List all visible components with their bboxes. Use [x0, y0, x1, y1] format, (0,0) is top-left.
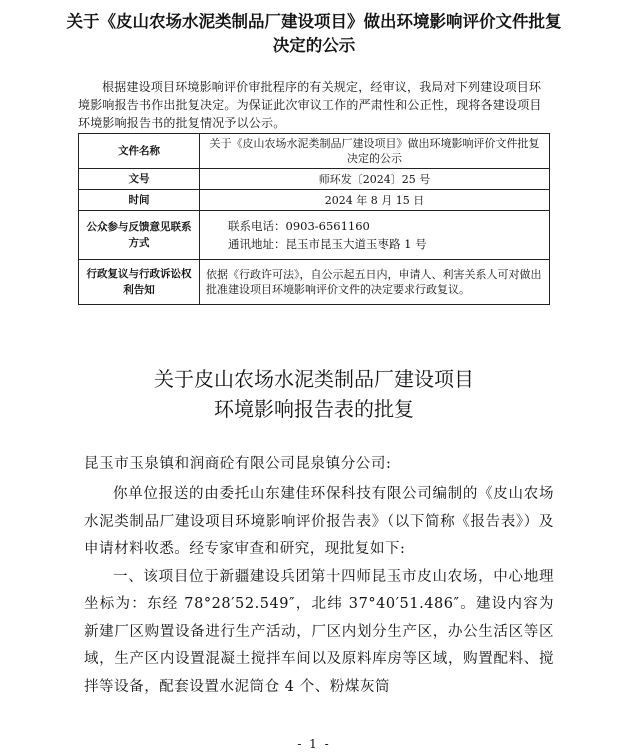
decision-title	[80, 364, 548, 424]
notice-title: 关于《皮山农场水泥类制品厂建设项目》做出环境影响评价文件批复决定的公示	[66, 12, 562, 55]
feedback-contact-value	[200, 211, 550, 260]
decision-paragraph-1: 你单位报送的由委托山东建佳环保科技有限公司编制的《皮山农场水泥类制品厂建设项目环境影响评价报告表》（以下简称《报告表》）及申请材料收悉。经专家审查和研究，现批复如下:	[84, 486, 554, 557]
file-name-label: 文件名称	[79, 134, 200, 169]
contact-phone: 联系电话：0903-6561160	[228, 219, 370, 233]
file-name-value: 关于《皮山农场水泥类制品厂建设项目》做出环境影响评价文件批复决定的公示	[200, 134, 550, 169]
date-value: 2024 年 8 月 15 日	[200, 190, 550, 211]
table-row	[79, 169, 550, 190]
approval-info-table	[78, 133, 550, 305]
contact-address: 通讯地址：昆玉市昆玉大道玉枣路 1 号	[228, 237, 427, 251]
decision-title-line2: 环境影响报告表的批复	[214, 397, 414, 421]
decision-title-line1: 关于皮山农场水泥类制品厂建设项目	[154, 367, 474, 391]
decision-body	[84, 481, 554, 701]
decision-paragraph-2: 一、该项目位于新疆建设兵团第十四师昆玉市皮山农场，中心地理坐标为：东经 78°28′52.549″，北纬 37°40′51.486″。建设内容为新建厂区购置设备进行生产活动，厂区内划分生产区，办公生活区等区域，生产区内设置混凝土搅拌车间以及原料库房等区域，购置配料、搅拌等设备，配套设置水泥筒仓 4 个、粉煤灰筒	[84, 568, 554, 695]
doc-no-label: 文号	[79, 169, 200, 190]
table-row	[79, 260, 550, 305]
doc-no-value: 师环发〔2024〕25 号	[200, 169, 550, 190]
table-row	[79, 134, 550, 169]
table-row	[79, 190, 550, 211]
rights-notice-label: 行政复议与行政诉讼权利告知	[79, 260, 200, 305]
feedback-contact-label: 公众参与反馈意见联系方式	[79, 211, 200, 260]
page-number: - 1 -	[297, 737, 331, 751]
notice-intro: 根据建设项目环境影响评价审批程序的有关规定，经审议，我局对下列建设项目环境影响报告书作出批复决定。为保证此次审议工作的严肃性和公正性，现将各建设项目环境影响报告书的批复情况予以公示。	[78, 80, 542, 130]
decision-addressee: 昆玉市玉泉镇和润商砼有限公司昆泉镇分公司:	[84, 456, 392, 472]
table-row	[79, 211, 550, 260]
date-label: 时间	[79, 190, 200, 211]
rights-notice-value: 依据《行政许可法》，自公示起五日内，申请人、利害关系人可对做出批准建设项目环境影响评价文件的决定要求行政复议。	[200, 260, 550, 305]
